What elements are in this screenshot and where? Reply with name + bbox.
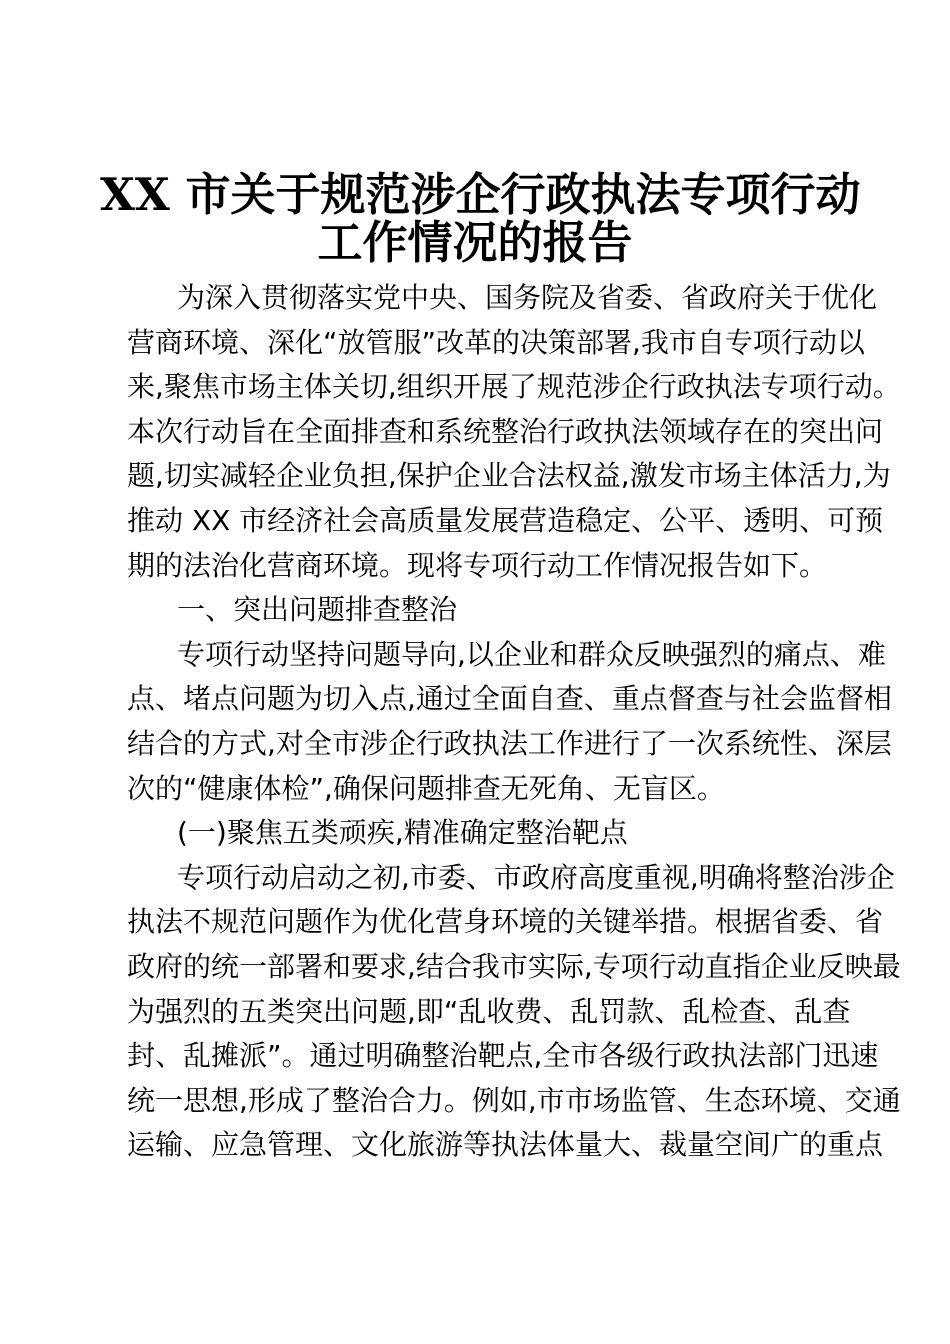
paragraph-line: 期的法治化营商环境。现将专项行动工作情况报告如下。 (127, 548, 828, 582)
paragraph-line: 为深入贯彻落实党中央、国务院及省委、省政府关于优化 (177, 281, 878, 314)
paragraph-line: 运输、应急管理、文化旅游等执法体量大、裁量空间广的重点 (127, 1128, 884, 1162)
subsection-heading: (一)聚焦五类顽疾,精准确定整治靶点 (177, 816, 628, 850)
paragraph-line: 政府的统一部署和要求,结合我市实际,专项行动直指企业反映最 (127, 949, 901, 983)
paragraph-line: 执法不规范问题作为优化营身环境的关键举措。根据省委、省 (127, 905, 884, 939)
document-title-line-2: 工作情况的报告 (317, 216, 633, 269)
paragraph-line: 来,聚焦市场主体关切,组织开展了规范涉企行政执法专项行动。 (127, 370, 901, 404)
paragraph-line: 推动 XX 市经济社会高质量发展营造稳定、公平、透明、可预 (127, 503, 884, 537)
paragraph-line: 专项行动坚持问题导向,以企业和群众反映强烈的痛点、难 (177, 637, 886, 671)
paragraph-line: 题,切实减轻企业负担,保护企业合法权益,激发市场主体活力,为 (127, 459, 891, 493)
document-title-line-1: XX 市关于规范涉企行政执法专项行动 (100, 168, 861, 221)
paragraph-line: 结合的方式,对全市涉企行政执法工作进行了一次系统性、深层 (127, 726, 892, 760)
document-body (127, 276, 901, 1168)
paragraph-line: 统一思想,形成了整治合力。例如,市市场监管、生态环境、交通 (127, 1083, 901, 1117)
paragraph-line: 营商环境、深化“放管服”改革的决策部署,我市自专项行动以 (127, 325, 865, 359)
paragraph-line: 点、堵点问题为切入点,通过全面自查、重点督查与社会监督相 (127, 682, 892, 716)
paragraph-line: 本次行动旨在全面排查和系统整治行政执法领域存在的突出问 (127, 414, 884, 448)
paragraph-line: 专项行动启动之初,市委、市政府高度重视,明确将整治涉企 (177, 860, 895, 894)
paragraph-line: 为强烈的五类突出问题,即“乱收费、乱罚款、乱检查、乱查 (127, 994, 851, 1028)
paragraph-line: 封、乱摊派”。通过明确整治靶点,全市各级行政执法部门迅速 (127, 1039, 879, 1073)
section-heading: 一、突出问题排查整治 (177, 593, 458, 627)
paragraph-line: 次的“健康体检”,确保问题排查无死角、无盲区。 (127, 771, 725, 805)
